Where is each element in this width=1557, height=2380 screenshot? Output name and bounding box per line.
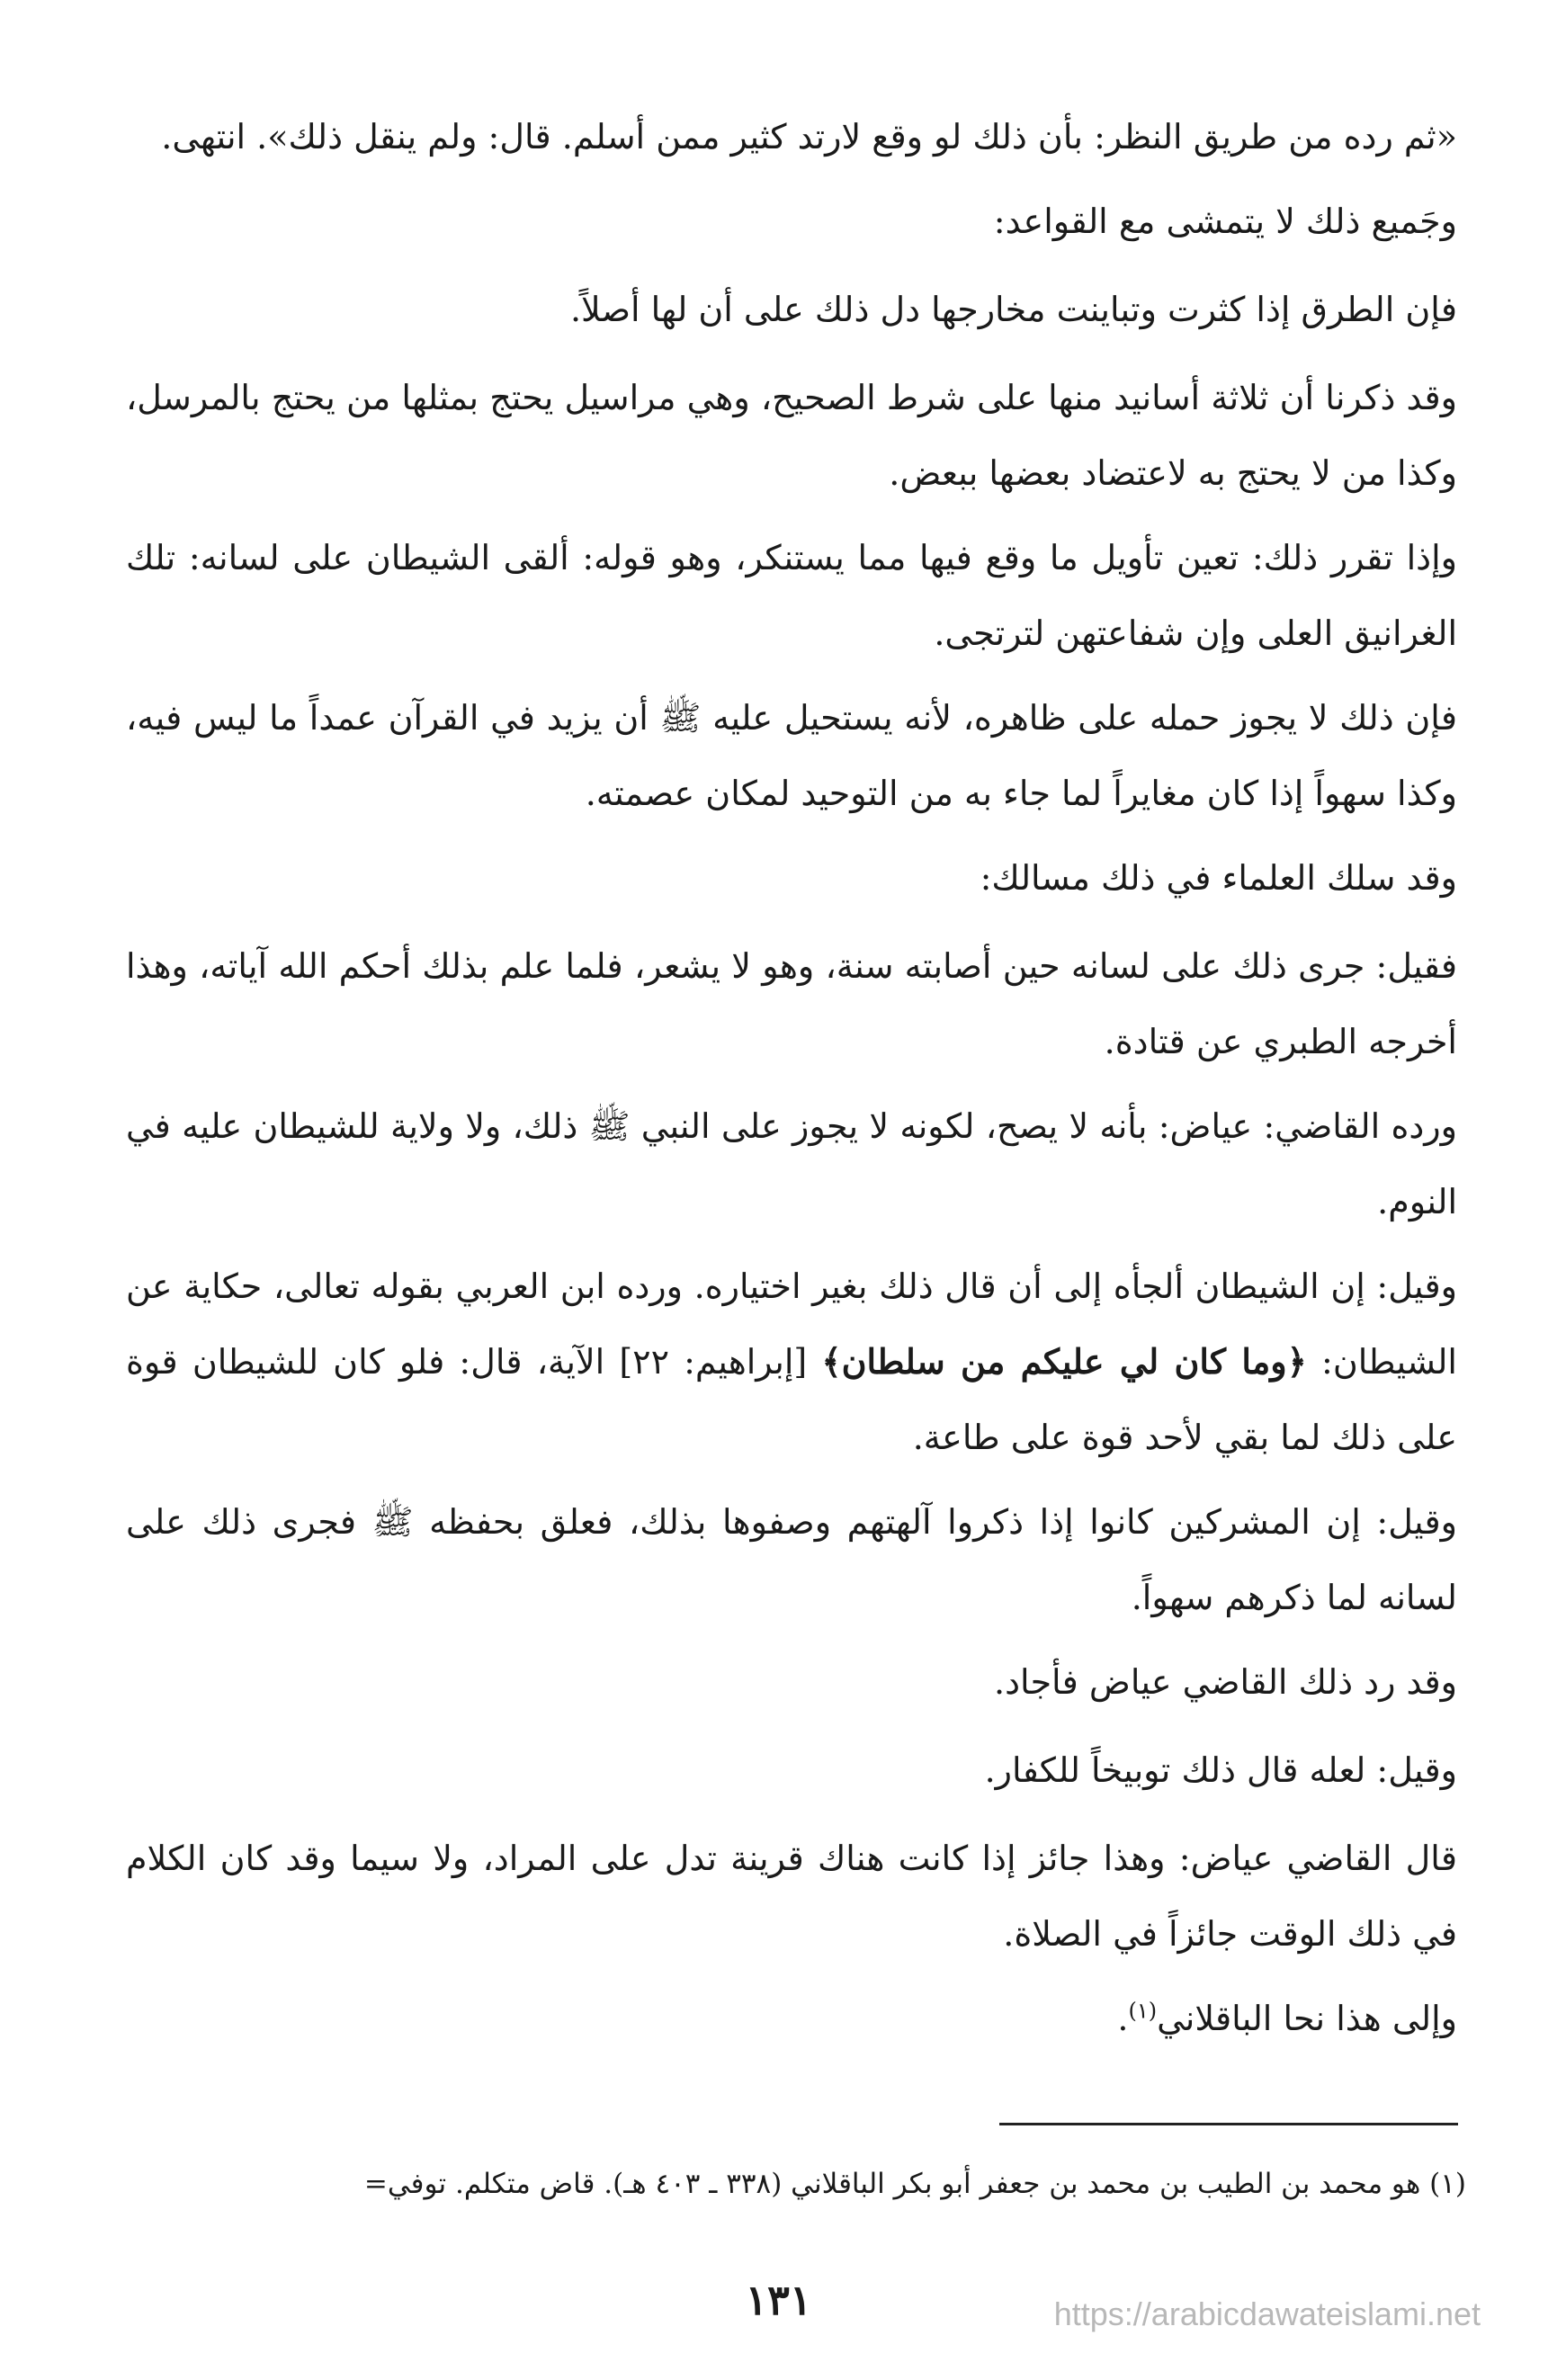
paragraph-3: فإن الطرق إذا كثرت وتباينت مخارجها دل ذلك على أن لها أصلاً. [569,290,1457,329]
paragraph-7: وقد سلك العلماء في ذلك مسالك: [980,858,1457,898]
quran-verse: ﴿وما كان لي عليكم من سلطان﴾ [821,1341,1307,1382]
paragraph-14: قال القاضي عياض: وهذا جائز إذا كانت هناك قرينة تدل على المراد، ولا سيما وقد كان الكلام في ذلك الوقت جائزاً في الصلاة. [126,1839,1457,1954]
paragraph-ibn-arabi-after: [إبراهيم: ٢٢] الآية، قال: فلو كان للشيطان قوة على ذلك لما بقي لأحد قوة على طاعة. [126,1342,1457,1457]
paragraph-11: وقيل: إن المشركين كانوا إذا ذكروا آلهتهم وصفوها بذلك، فعلق بحفظه ﷺ فجرى ذلك على لسانه لما ذكرهم سهواً. [126,1502,1457,1617]
paragraph-ibn-arabi [126,1248,1457,1475]
paragraph-ibn-arabi-before: وقيل: إن الشيطان ألجأه إلى أن قال ذلك بغير اختياره. ورده ابن العربي بقوله تعالى، حكاية عن الشيطان: [126,1266,1457,1382]
watermark-url: https://arabicdawateislami.net [1053,2295,1481,2332]
paragraph-last-text: وإلى هذا نحا الباقلاني [1157,1999,1457,2038]
footnote: (١) هو محمد بن الطيب بن محمد بن جعفر أبو بكر الباقلاني (٣٣٨ ـ ٤٠٣ هـ). قاض متكلم. توفي= [363,2168,1466,2200]
paragraph-12: وقد رد ذلك القاضي عياض فأجاد. [993,1662,1457,1702]
footnote-marker: (١) [1128,1998,1158,2024]
paragraph-13: وقيل: لعله قال ذلك توبيخاً للكفار. [984,1750,1457,1790]
paragraph-last [126,1981,1457,2056]
paragraph-5: وإذا تقرر ذلك: تعين تأويل ما وقع فيها مما يستنكر، وهو قوله: ألقى الشيطان على لسانه: تلك الغرانيق العلى وإن شفاعتهن لترتجى. [126,538,1457,653]
paragraph-2: وجَميع ذلك لا يتمشى مع القواعد: [993,201,1457,241]
paragraph-1: «ثم رده من طريق النظر: بأن ذلك لو وقع لارتد كثير ممن أسلم. قال: ولم ينقل ذلك». انتهى. [161,117,1457,157]
paragraph-4: وقد ذكرنا أن ثلاثة أسانيد منها على شرط الصحيح، وهي مراسيل يحتج بمثلها من يحتج بالمرسل، وكذا من لا يحتج به لاعتضاد بعضها ببعض. [126,378,1457,493]
paragraph-6: فإن ذلك لا يجوز حمله على ظاهره، لأنه يستحيل عليه ﷺ أن يزيد في القرآن عمداً ما ليس فيه، وكذا سهواً إذا كان مغايراً لما جاء به من التوحيد لمكان عصمته. [126,698,1457,813]
paragraph-9: ورده القاضي: عياض: بأنه لا يصح، لكونه لا يجوز على النبي ﷺ ذلك، ولا ولاية للشيطان عليه في النوم. [126,1106,1457,1221]
footnote-divider [999,2123,1458,2125]
page-number: ١٣١ [745,2276,812,2324]
paragraph-8: فقيل: جرى ذلك على لسانه حين أصابته سنة، وهو لا يشعر، فلما علم بذلك أحكم الله آياته، وهذا أخرجه الطبري عن قتادة. [126,946,1457,1061]
page-body [126,99,1457,2065]
paragraph-last-end: . [1117,1999,1129,2038]
